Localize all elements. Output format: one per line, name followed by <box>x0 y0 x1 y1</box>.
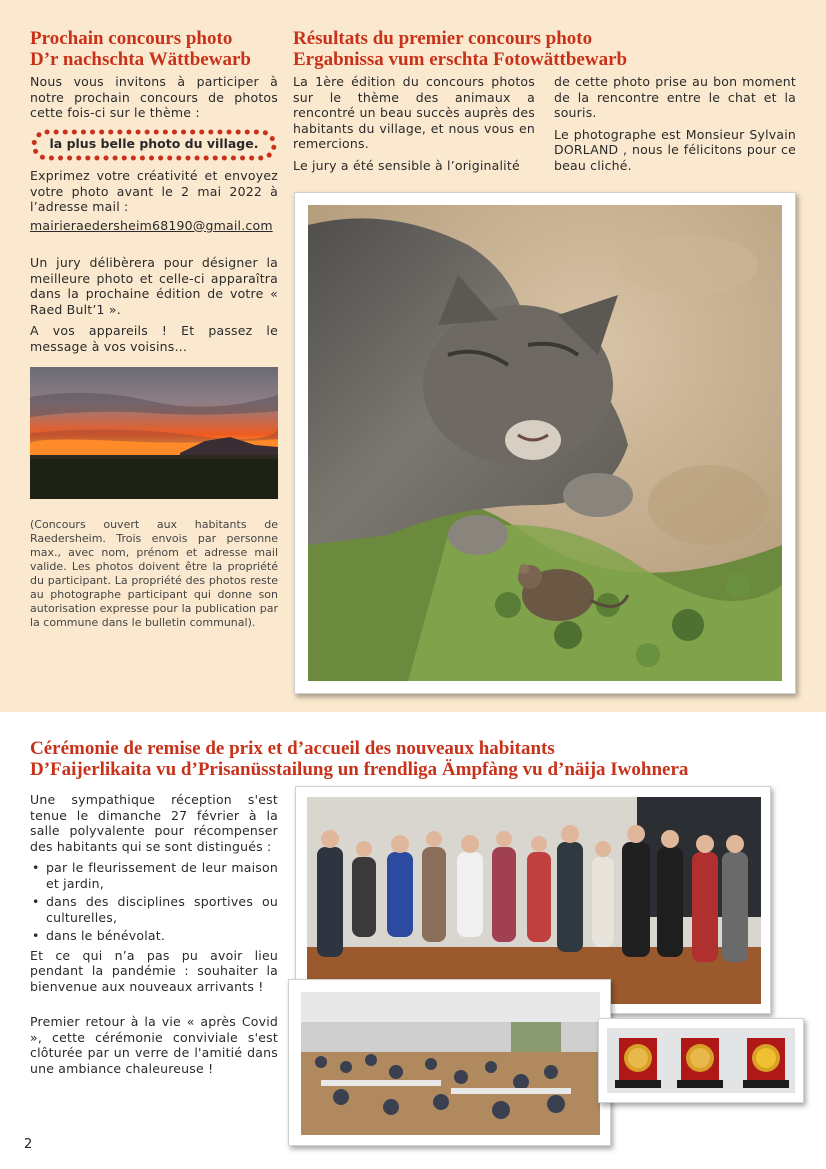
list-item: • par le fleurissement de leur maison et jardin, <box>30 860 278 891</box>
sunset-photo <box>30 367 278 499</box>
award-categories <box>30 860 278 944</box>
list-item: • dans des disciplines sportives ou culturelles, <box>30 894 278 925</box>
right-title: Résultats du premier concours photo <box>293 28 593 49</box>
email-link[interactable]: mairieraedersheim68190@gmail.com <box>30 217 273 233</box>
ceremony-title: Cérémonie de remise de prix et d’accueil des nouveaux habitants <box>30 738 555 759</box>
cat-and-mouse-photo-icon <box>308 205 782 681</box>
results-text-1: La 1ère édition du concours photos sur le thème des animaux a rencontré un beau succès auprès des habitants du village, et nous vous en remercions. <box>293 74 535 151</box>
right-title-alsatian: Ergabnissa vum erschta Fotowättbewarb <box>293 49 628 70</box>
results-text-4: Le photographe est Monsieur Sylvain DORLAND , nous le félicitons pour ce beau cliché. <box>554 126 796 173</box>
hall-photo-frame <box>288 979 611 1146</box>
left-intro <box>30 74 278 127</box>
intro-text: Nous vous invitons à participer à notre prochain concours de photos cette fois-ci sur le thème : <box>30 74 278 120</box>
results-col2 <box>554 74 796 179</box>
winning-photo-frame <box>294 192 796 694</box>
call-to-action: A vos appareils ! Et passez le message à vos voisins… <box>30 323 278 354</box>
jury-text: Un jury délibèrera pour désigner la meilleure photo et celle-ci apparaîtra dans la prochaine édition de votre « Raed Bult’1 ». <box>30 255 278 317</box>
ceremony-title-alsatian: D’Faijerlikaita vu d’Prisanüsstailung un frendliga Ämpfàng vu d’näija Iwohnera <box>30 759 689 780</box>
sunset-image-icon <box>30 367 278 499</box>
theme-text: la plus belle photo du village. <box>49 136 259 151</box>
results-col1 <box>293 74 535 179</box>
list-item: • dans le bénévolat. <box>30 928 278 944</box>
ceremony-section <box>0 712 826 1169</box>
results-text-2: Le jury a été sensible à l’originalité <box>293 157 520 173</box>
ceremony-intro: Une sympathique réception s'est tenue le dimanche 27 février à la salle polyvalente pour récompenser des habitants qui se sont distingués : <box>30 792 278 854</box>
contest-rules: (Concours ouvert aux habitants de Raedersheim. Trois envois par personne max., avec nom, prénom et adresse mail valide. Les photos doivent être la propriété du participant. La propriété des photos reste au photographe participant qui donne son autorisation expresse pour la publication par la commune dans le bulletin communal). <box>30 518 278 629</box>
page-number: 2 <box>24 1137 33 1152</box>
ceremony-text <box>30 792 278 1082</box>
medals-photo-frame <box>598 1018 804 1103</box>
right-header <box>293 28 803 70</box>
left-title: Prochain concours photo <box>30 28 233 49</box>
left-title-alsatian: D’r nachschta Wättbewarb <box>30 49 251 70</box>
left-body <box>30 168 278 360</box>
group-photo-icon <box>307 797 761 1004</box>
reception-hall-photo-icon <box>301 992 600 1135</box>
medals-photo-icon <box>607 1028 795 1093</box>
send-instructions: Exprimez votre créativité et envoyez votre photo avant le 2 mai 2022 à l’adresse mail : <box>30 168 278 214</box>
welcome-text: Et ce qui n’a pas pu avoir lieu pendant la pandémie : souhaiter la bienvenue aux nouveaux arrivants ! <box>30 947 278 994</box>
results-text-3: de cette photo prise au bon moment de la rencontre entre le chat et la souris. <box>554 74 796 120</box>
left-header <box>30 28 278 70</box>
theme-box <box>30 128 278 162</box>
ceremony-header <box>30 738 800 780</box>
closing-text: Premier retour à la vie « après Covid », cette cérémonie conviviale s'est clôturée par un verre de l'amitié dans une ambiance chaleureuse ! <box>30 1014 278 1076</box>
